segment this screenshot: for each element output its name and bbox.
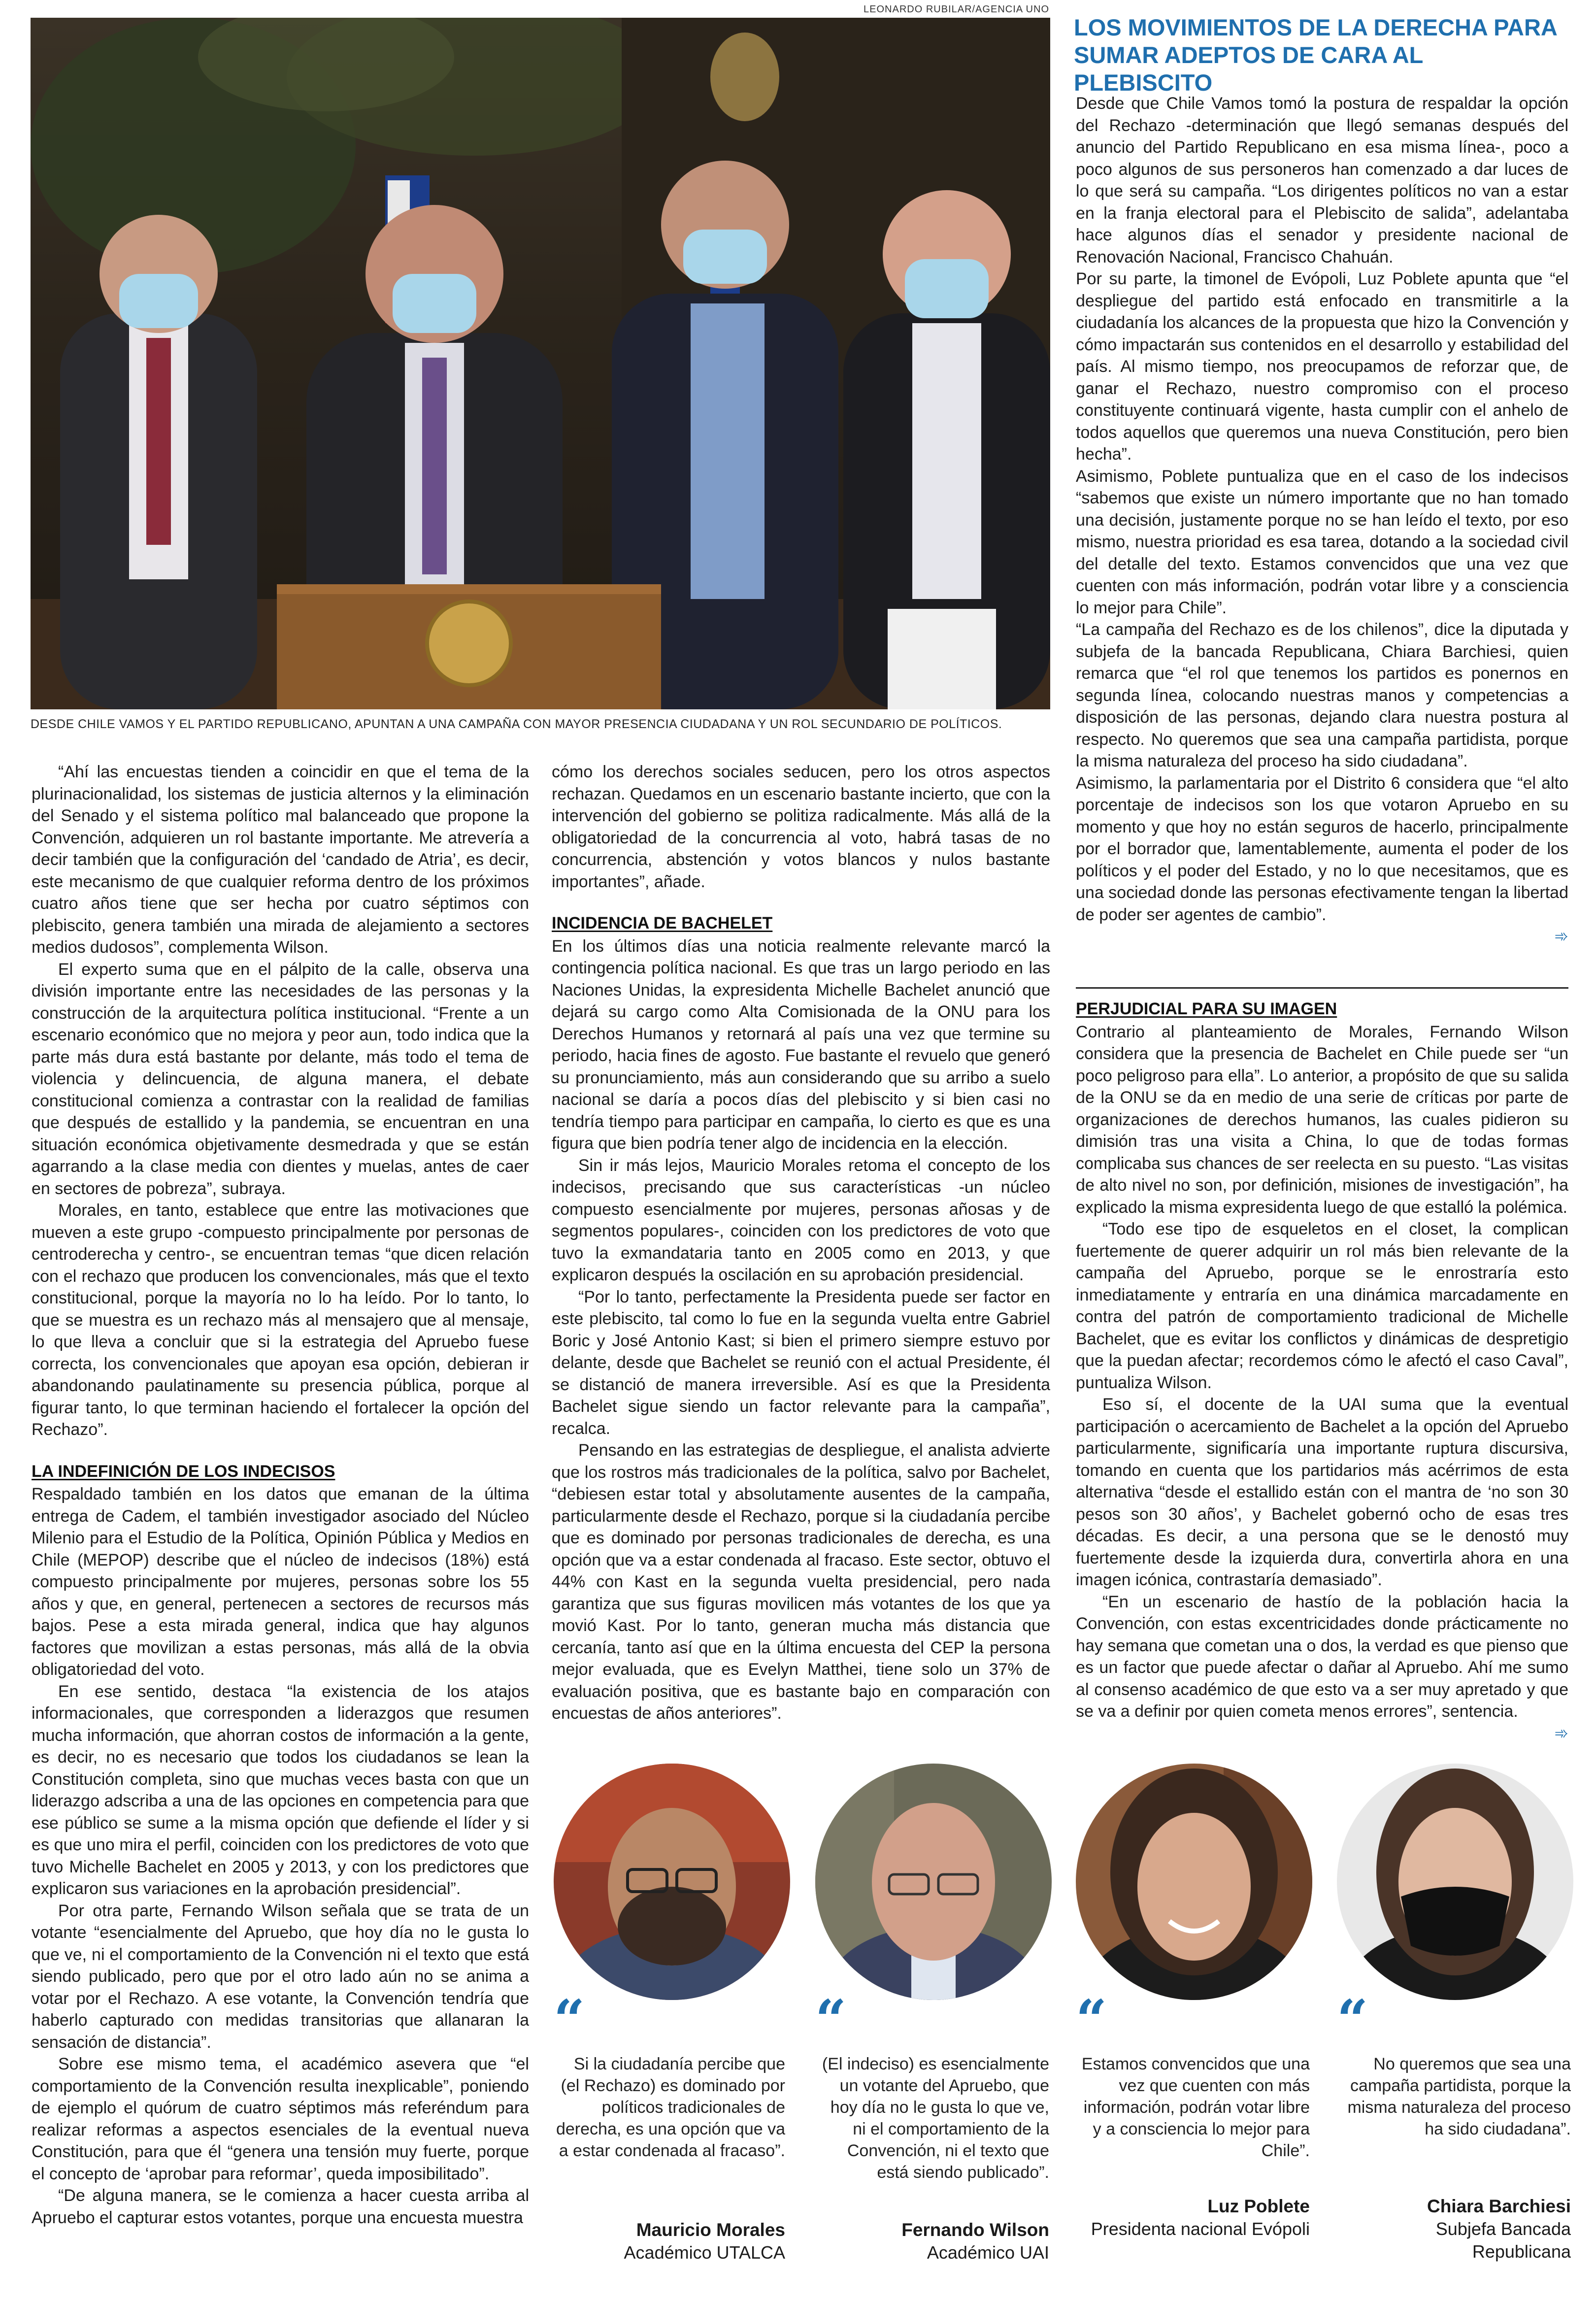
article-paragraph: “Todo ese tipo de esqueletos en el closet, la complican fuertemente de querer adquirir un rol más bien relevante de la campaña del Apruebo, porque se le enrostraría esto inmediatamente y entraría en una dinámica marcadamente en contra del patrón de comportamiento tradicional de Michelle Bachelet, que es evitar los conflictos y dinámicas de despretigio que la puedan afectar; recordemos cómo le afectó el caso Caval”, puntualiza Wilson. <box>1076 1220 1568 1392</box>
article-paragraph: Contrario al planteamiento de Morales, Fernando Wilson considera que la presencia de Bachelet en Chile puede ser “un poco peligroso para ella”. Lo anterior, a propósito de que su salida de la ONU se da en medio de una serie de críticas por parte de organizaciones de derechos humanos, las cuales pidieron su dimisión tras una visita a China, lo que de todas formas complicaba sus chances de ser reelecta en su puesto. “Las visitas de alto nivel no son, por definición, misiones de investigación”, ha explicado la misma expresidenta luego de que estalló la polémica. <box>1076 1022 1568 1217</box>
section-heading: LA INDEFINICIÓN DE LOS INDECISOS <box>32 1462 335 1481</box>
senado-seal <box>427 601 511 685</box>
quote-mark-icon: “ <box>554 1988 585 2051</box>
right-column <box>1076 998 1568 1744</box>
press-conference-illustration <box>31 18 1050 709</box>
article-paragraph: El experto suma que en el pálpito de la calle, observa una división importante entre las necesidades de las personas y la construcción de la arquitectura política institucional. “Frente a un escenario económico que no mejora y peor aun, todo indica que la parte más dura está bastante por delante, más todo el tema de violencia y delincuencia, de alguna manera, el debate constitucional comienza a contrastar con la realidad de familias que después de estallido y la pandemia, se encuentran en una situación económica objetivamente desmedrada y que se están agarrando a la clase media con dientes y muelas, antes de caer en sectores de pobreza”, subraya. <box>32 960 529 1198</box>
news-photo <box>31 18 1050 709</box>
article-paragraph: “De alguna manera, se le comienza a hacer cuesta arriba al Apruebo el capturar estos votantes, porque una encuesta muestra <box>32 2186 529 2227</box>
papers <box>888 609 996 709</box>
quote-author-name: Chiara Barchiesi <box>1427 2196 1571 2216</box>
section-heading: INCIDENCIA DE BACHELET <box>552 914 773 933</box>
quote-text: No queremos que sea una campaña partidista, porque la misma naturaleza del proceso ha sido ciudadana”. <box>1347 2055 1571 2138</box>
article-paragraph: Por otra parte, Fernando Wilson señala que se trata de un votante “esencialmente del Apruebo, que hoy día no le gusta lo que ve, ni el comportamiento de la Convención ni el texto que está siendo publicado, pero que por el otro lado aún no se anima a votar por el Rechazo. A ese votante, la Convención tendría que haberlo capturado con medidas transitorias que allanaran la sensación de distancia”. <box>32 1901 529 2052</box>
article-paragraph: Sobre ese mismo tema, el académico asevera que “el comportamiento de la Convención resulta inexplicable”, poniendo de ejemplo el quórum de cuatro séptimos más referéndum para realizar reformas a aspectos esenciales de la eventual nueva Constitución, para que él “genera una tensión muy fuerte, porque el concepto de ‘aprobar para reformar’, queda imposibilitado”. <box>32 2055 529 2183</box>
quote-author-name: Luz Poblete <box>1207 2196 1310 2216</box>
sidebar-body <box>1076 93 1568 948</box>
avatar <box>1076 1764 1312 2000</box>
article-paragraph: cómo los derechos sociales seducen, pero los otros aspectos rechazan. Quedamos en un escenario bastante incierto, que con la intervención del gobierno se politiza radicalmente. Más allá de la obligatoriedad de la concurrencia al voto, habrá tasas de no concurrencia, abstención y votos blancos y nulos bastante importantes”, añade. <box>552 763 1050 891</box>
article-paragraph: Respaldado también en los datos que emanan de la última entrega de Cadem, el también investigador asociado del Núcleo Milenio para el Estudio de la Política, Opinión Pública y Medios en Chile (MEPOP) describe que el núcleo de indecisos (18%) está compuesto principalmente por mujeres, personas sobre los 55 años y que, en general, pertenecen a sectores de recursos más bajos. Pese a esta mirada general, indica que hay algunos factores que movilizan a estas personas, más allá de la obvia obligatoriedad del voto. <box>32 1485 529 1679</box>
article-paragraph: En ese sentido, destaca “la existencia de los atajos informacionales, que corresponden a liderazgos que resumen mucha información, que ahorran costos de información a la gente, es decir, no es necesario que todos los ciudadanos se lean la Constitución completa, sino que muchas veces basta con que un liderazgo adscriba a una de las opciones en competencia para que ese público se sume a la misma opción que defiende el líder y si es que uno mira el perfil, coinciden con los predictores de voto que tuvo Michelle Bachelet en 2005 y 2013, y con los predictores que explicaron sus variaciones en la aprobación presidencial”. <box>32 1682 529 1898</box>
avatar <box>815 1764 1052 2000</box>
quote-text: Estamos convencidos que una vez que cuenten con más información, podrán votar libre y a consciencia lo mejor para Chile”. <box>1081 2055 1310 2160</box>
portrait-man-glasses-icon <box>815 1764 1052 2000</box>
section-heading: PERJUDICIAL PARA SU IMAGEN <box>1076 1000 1337 1018</box>
sidebar-paragraph: Por su parte, la timonel de Evópoli, Luz Poblete apunta que “el despliegue del partido está enfocado en transmitirle a la ciudadanía los alcances de la propuesta que hizo la Convención y cómo impactarán sus contenidos en el desarrollo y estabilidad del país. Al mismo tiempo, nos preocupamos de reforzar que, de ganar el Rechazo, nuestro compromiso con el proceso constituyente continuará vigente, hasta cumplir con el anhelo de todos aquellos que queremos una nueva Constitución, pero bien hecha”. <box>1076 269 1568 464</box>
quote-author-role: Subjefa Bancada Republicana <box>1435 2219 1571 2262</box>
article-paragraph: “Ahí las encuestas tienden a coincidir en que el tema de la plurinacionalidad, los sistemas de justicia alternos y la eliminación del Senado y el sistema político mal balanceado que propone la Convención, adquieren un rol bastante importante. Me atrevería a decir también que la configuración del ‘candado de Atria’, es decir, este mecanismo de que cualquier reforma dentro de los próximos cuatro años tiene que ser hecha por cuatro séptimos con plebiscito, genera también una mirada de alejamiento a sectores medios dudosos”, complementa Wilson. <box>32 763 529 957</box>
photo-caption: DESDE CHILE VAMOS Y EL PARTIDO REPUBLICANO, APUNTAN A UNA CAMPAÑA CON MAYOR PRESENCIA CIUDADANA Y UN ROL SECUNDARIO DE POLÍTICOS. <box>31 717 1002 731</box>
column-2 <box>552 761 1050 1725</box>
article-paragraph: Morales, en tanto, establece que entre las motivaciones que mueven a este grupo -compuesto principalmente por personas de centroderecha y centro-, se encuentran temas “que dicen relación con el rechazo que producen los convencionales, más que el texto constitucional, porque la mayoría no lo ha leído. Por lo tanto, lo que se muestra es un rechazo más al mensajero que al mensaje, lo que lleva a concluir que si la estrategia del Apruebo fuese correcta, los convencionales que apoyan esa opción, debieran ir abandonando paulatinamente su presencia pública, porque al figurar tanto, lo que terminan haciendo el fortalecer la opción del Rechazo”. <box>32 1201 529 1439</box>
sidebar-paragraph: Desde que Chile Vamos tomó la postura de respaldar la opción del Rechazo -determinación que llegó semanas después del anuncio del Partido Republicano en esa misma línea-, poco a poco algunos de sus personeros han comenzado a dar luces de lo que será su campaña. “Los dirigentes políticos no van a estar en la franja electoral para el Plebiscito de salida”, adelantaba hace algunos días el senador y presidente nacional de Renovación Nacional, Francisco Chahuán. <box>1076 94 1568 267</box>
quote-text: (El indeciso) es esencialmente un votante del Apruebo, que hoy día no le gusta lo que ve, ni el comportamiento de la Convención, ni el texto que está siendo publicado”. <box>822 2055 1049 2182</box>
column-1 <box>32 761 529 2229</box>
article-paragraph: En los últimos días una noticia realmente relevante marcó la contingencia política nacional. Es que tras un largo periodo en las Naciones Unidas, la expresidenta Michelle Bachelet anunció que dejará su cargo como Alta Comisionada de la ONU para los Derechos Humanos y retornará al país una vez que termine su periodo, hacia fines de agosto. Fue bastante el revuelo que generó su pronunciamiento, más aun considerando que su arribo a suelo nacional se daría a pocos días del plebiscito y si bien casi no tendría tiempo para participar en campaña, lo cierto es que es una figura que bien podría tener algo de incidencia en la elección. <box>552 936 1050 1153</box>
quote-text: Si la ciudadanía percibe que (el Rechazo) es dominado por políticos tradicionales de derecha, es una opción que va a estar condenada al fracaso”. <box>556 2055 785 2160</box>
eagle-statue <box>710 33 779 121</box>
quote-author-name: Mauricio Morales <box>636 2220 785 2240</box>
continue-arrow-icon: ➾ <box>1554 1724 1568 1743</box>
quote-author-role: Académico UAI <box>927 2242 1049 2263</box>
portrait-woman-smiling-icon <box>1076 1764 1312 2000</box>
sidebar-paragraph: Asimismo, Poblete puntualiza que en el caso de los indecisos “sabemos que existe un número importante que no han tomado una decisión, justamente porque no se han leído el texto, por eso mismo, nuestra prioridad es esa tarea, dotando a la sociedad civil del detalle del texto. Estamos convencidos que una vez que cuenten con más información, podrán votar libre y a consciencia lo mejor para Chile”. <box>1076 467 1568 617</box>
article-paragraph: Sin ir más lejos, Mauricio Morales retoma el concepto de los indecisos, precisando que sus características -un núcleo compuesto esencialmente por mujeres, personas añosas y de segmentos populares-, coinciden con los predictores de voto que tuvo la exmandataria tanto en 2005 como en 2013, y que explicaron después la oscilación en su aprobación presidencial. <box>552 1156 1050 1284</box>
quote-author-name: Fernando Wilson <box>901 2220 1049 2240</box>
continue-arrow-icon: ➾ <box>1554 927 1568 946</box>
sidebar-title: LOS MOVIMIENTOS DE LA DERECHA PARA SUMAR ADEPTOS DE CARA AL PLEBISCITO <box>1074 14 1557 96</box>
portrait-woman-mask-icon <box>1337 1764 1573 2000</box>
quote-author-role: Académico UTALCA <box>624 2242 785 2263</box>
article-paragraph: Eso sí, el docente de la UAI suma que la eventual participación o acercamiento de Bachelet a la opción del Apruebo particularmente, significaría una importante ruptura discursiva, tomando en cuenta que los partidarios más acérrimos de esta alternativa “desde el estallido están con el mantra de ‘no son 30 pesos son 30 años’, y Bachelet gobernó ocho de esas tres décadas. Es decir, a una persona que se le denostó muy fuertemente desde la izquierda dura, convertirla ahora en una imagen icónica, contrastaría demasiado”. <box>1076 1395 1568 1589</box>
sidebar-paragraph: “La campaña del Rechazo es de los chilenos”, dice la diputada y subjefa de la bancada Republicana, Chiara Barchiesi, quien remarca que “el rol que tenemos los partidos es ponernos en segunda línea, colocando nuestras manos y competencias a disposición de las personas, dejando clara nuestra postura al respecto. No queremos que sea una campaña partidista, porque la misma naturaleza del proceso ha sido ciudadana”. <box>1076 620 1568 770</box>
quote-mark-icon: “ <box>1076 1988 1107 2051</box>
sidebar-paragraph: Asimismo, la parlamentaria por el Distrito 6 considera que “el alto porcentaje de indecisos son los que votaron Apruebo en su momento y que hoy no están seguros de hacerlo, principalmente por el borrador que, lamentablemente, aumenta el poder de los políticos y el poder del Estado, y no lo que necesitamos, que es una sociedad donde las personas efectivamente tengan la libertad de poder ser agentes de cambio”. <box>1076 773 1568 924</box>
portrait-man-glasses-beard-icon <box>554 1764 790 2000</box>
quote-mark-icon: “ <box>815 1988 847 2051</box>
avatar <box>1337 1764 1573 2000</box>
quote-author-role: Presidenta nacional Evópoli <box>1091 2219 1310 2239</box>
article-paragraph: “Por lo tanto, perfectamente la Presidenta puede ser factor en este plebiscito, tal como lo fue en la segunda vuelta entre Gabriel Boric y José Antonio Kast; si bien el primero siempre estuvo por delante, desde que Bachelet se reunió con el actual Presidente, él se distanció de manera irreversible. Así es que la Presidenta Bachelet sigue siendo un factor relevante para la campaña”, recalca. <box>552 1287 1050 1438</box>
sidebar-divider <box>1076 987 1568 989</box>
quote-mark-icon: “ <box>1337 1988 1368 2051</box>
article-paragraph: “En un escenario de hastío de la población hacia la Convención, con estas excentricidades donde prácticamente no hay semana que cometan una o dos, la verdad es que pienso que es un factor que puede afectar o dañar al Apruebo. Ahí me sumo al consenso académico de que esto va a ser muy apretado y que se va a definir por quien cometa menos errores”, sentencia. <box>1076 1592 1568 1721</box>
photo-credit: LEONARDO RUBILAR/AGENCIA UNO <box>864 4 1049 15</box>
avatar <box>554 1764 790 2000</box>
article-paragraph: Pensando en las estrategias de despliegue, el analista advierte que los rostros más tradicionales de la política, salvo por Bachelet, “debiesen estar total y absolutamente ausentes de la campaña, particularmente desde el Rechazo, porque si la ciudadanía percibe que es dominado por personas tradicionales de derecha, es una opción que va a estar condenada al fracaso. Este sector, obtuvo el 44% con Kast en la segunda vuelta presidencial, pero nada garantiza que sus figuras movilicen más votantes de los que ya movió Kast. Por lo tanto, generan mucha más distancia que cercanía, tanto así que en la última encuesta del CEP la persona mejor evaluada, que es Evelyn Matthei, tiene solo un 37% de evaluación positiva, que es bastante bajo en comparación con encuestas de años anteriores”. <box>552 1441 1050 1723</box>
